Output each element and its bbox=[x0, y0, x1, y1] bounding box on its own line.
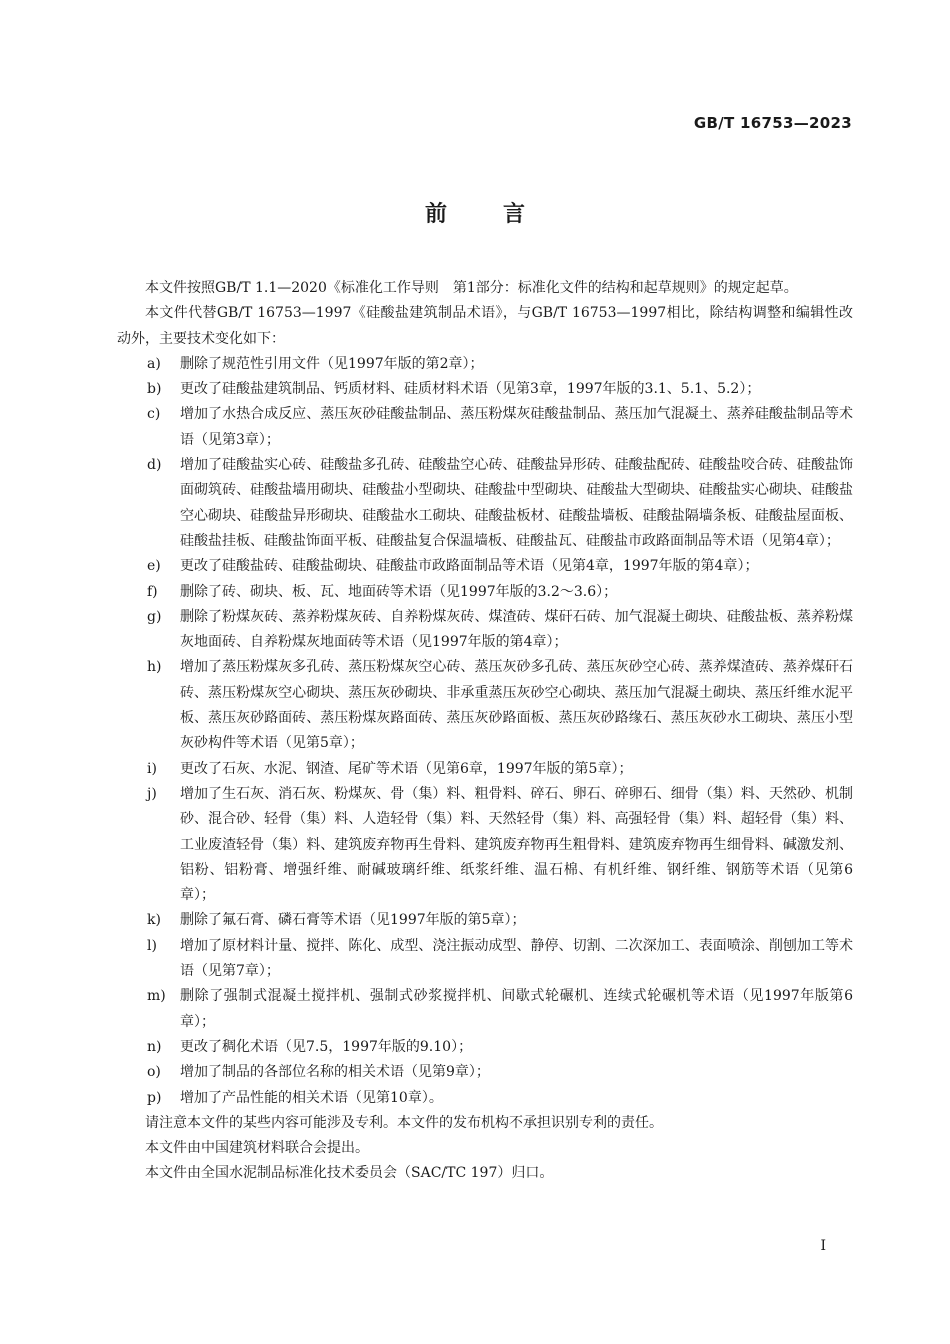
list-item bbox=[117, 1086, 853, 1111]
list-item bbox=[117, 554, 853, 579]
closing-paragraph: 本文件由全国水泥制品标准化技术委员会（SAC/TC 197）归口。 bbox=[145, 1165, 554, 1182]
list-item bbox=[117, 580, 853, 605]
list-item bbox=[117, 1060, 853, 1085]
closing-paragraph: 本文件由中国建筑材料联合会提出。 bbox=[145, 1140, 369, 1157]
list-item bbox=[117, 984, 853, 1035]
list-item-text: 更改了硅酸盐建筑制品、钙质材料、硅质材料术语（见第3章，1997年版的3.1、5.1、5.2）； bbox=[180, 381, 761, 398]
list-item-text: 删除了规范性引用文件（见1997年版的第2章）； bbox=[180, 355, 484, 372]
list-marker: c) bbox=[147, 406, 161, 423]
list-marker: i) bbox=[147, 760, 157, 777]
list-item bbox=[117, 934, 853, 985]
list-item-text: 删除了粉煤灰砖、蒸养粉煤灰砖、自养粉煤灰砖、煤渣砖、煤矸石砖、加气混凝土砌块、硅酸盐板、蒸养粉煤灰地面砖、自养粉煤灰地面砖等术语（见1997年版的第4章）； bbox=[180, 608, 853, 651]
page-title: 前言 bbox=[424, 202, 581, 227]
list-item-text: 删除了强制式混凝土搅拌机、强制式砂浆搅拌机、间歇式轮碾机、连续式轮碾机等术语（见1997年版第6章）； bbox=[180, 988, 853, 1030]
closing-paragraph: 请注意本文件的某些内容可能涉及专利。本文件的发布机构不承担识别专利的责任。 bbox=[145, 1114, 663, 1131]
list-item bbox=[117, 402, 853, 453]
list-item bbox=[117, 757, 853, 782]
list-marker: f) bbox=[147, 583, 158, 600]
list-item-text: 增加了生石灰、消石灰、粉煤灰、骨（集）料、粗骨料、碎石、卵石、碎卵石、细骨（集）料、天然砂、机制砂、混合砂、轻骨（集）料、人造轻骨（集）料、天然轻骨（集）料、高强轻骨（集）料、超轻骨（集）料、工业废渣轻骨（集）料、建筑废弃物再生骨料、建筑废弃物再生粗骨料、建筑废弃物再生细骨料、碱激发剂、铝粉、铝粉膏、增强纤维、耐碱玻璃纤维、纸浆纤维、温石棉、有机纤维、钢纤维、钢筋等术语（见第6章）； bbox=[180, 785, 853, 904]
list-item-text: 增加了硅酸盐实心砖、硅酸盐多孔砖、硅酸盐空心砖、硅酸盐异形砖、硅酸盐配砖、硅酸盐咬合砖、硅酸盐饰面砌筑砖、硅酸盐墙用砌块、硅酸盐小型砌块、硅酸盐中型砌块、硅酸盐大型砌块、硅酸盐实心砌块、硅酸盐空心砌块、硅酸盐异形砌块、硅酸盐水工砌块、硅酸盐板材、硅酸盐墙板、硅酸盐隔墙条板、硅酸盐屋面板、硅酸盐挂板、硅酸盐饰面平板、硅酸盐复合保温墙板、硅酸盐瓦、硅酸盐市政路面制品等术语（见第4章）； bbox=[180, 457, 853, 549]
list-marker: g) bbox=[147, 608, 162, 625]
list-item bbox=[117, 1035, 853, 1060]
page-number: I bbox=[820, 1238, 826, 1254]
list-item-text: 更改了石灰、水泥、钢渣、尾矿等术语（见第6章，1997年版的第5章）； bbox=[180, 760, 633, 777]
list-item-text: 增加了水热合成反应、蒸压灰砂硅酸盐制品、蒸压粉煤灰硅酸盐制品、蒸压加气混凝土、蒸养硅酸盐制品等术语（见第3章）； bbox=[180, 406, 853, 448]
list-marker: p) bbox=[147, 1089, 162, 1106]
list-item bbox=[117, 655, 853, 756]
list-marker: h) bbox=[147, 659, 162, 676]
list-marker: b) bbox=[147, 381, 162, 398]
list-item bbox=[117, 453, 853, 554]
list-marker: e) bbox=[147, 558, 161, 575]
list-item-text: 增加了制品的各部位名称的相关术语（见第9章）； bbox=[180, 1064, 490, 1081]
list-marker: o) bbox=[147, 1064, 161, 1081]
list-item-text: 删除了砖、砌块、板、瓦、地面砖等术语（见1997年版的3.2～3.6）； bbox=[180, 583, 618, 600]
list-marker: l) bbox=[147, 937, 157, 954]
list-item-text: 更改了稠化术语（见7.5，1997年版的9.10）； bbox=[180, 1038, 473, 1055]
list-item-text: 增加了产品性能的相关术语（见第10章）。 bbox=[180, 1089, 443, 1106]
foreword-body bbox=[117, 276, 853, 1187]
list-marker: k) bbox=[147, 912, 161, 929]
list-marker: m) bbox=[147, 988, 166, 1005]
list-marker: j) bbox=[147, 785, 157, 802]
list-marker: d) bbox=[147, 457, 162, 474]
list-item bbox=[117, 377, 853, 402]
changes-list bbox=[117, 352, 853, 1111]
list-item bbox=[117, 908, 853, 933]
list-marker: a) bbox=[147, 355, 161, 372]
list-item bbox=[117, 605, 853, 656]
standard-number: GB/T 16753—2023 bbox=[693, 114, 852, 132]
list-item bbox=[117, 352, 853, 377]
list-item-text: 增加了原材料计量、搅拌、陈化、成型、浇注振动成型、静停、切割、二次深加工、表面喷涂、削刨加工等术语（见第7章）； bbox=[180, 937, 853, 980]
list-item-text: 删除了氟石膏、磷石膏等术语（见1997年版的第5章）； bbox=[180, 912, 526, 929]
list-item bbox=[117, 782, 853, 908]
list-item-text: 更改了硅酸盐砖、硅酸盐砌块、硅酸盐市政路面制品等术语（见第4章，1997年版的第4章）； bbox=[180, 558, 759, 575]
list-item-text: 增加了蒸压粉煤灰多孔砖、蒸压粉煤灰空心砖、蒸压灰砂多孔砖、蒸压灰砂空心砖、蒸养煤渣砖、蒸养煤矸石砖、蒸压粉煤灰空心砌块、蒸压灰砂砌块、非承重蒸压灰砂空心砌块、蒸压加气混凝土砌块、蒸压纤维水泥平板、蒸压灰砂路面砖、蒸压粉煤灰路面砖、蒸压灰砂路面板、蒸压灰砂路缘石、蒸压灰砂水工砌块、蒸压小型灰砂构件等术语（见第5章）； bbox=[180, 659, 853, 752]
list-marker: n) bbox=[147, 1038, 162, 1055]
intro-paragraph: 本文件代替GB/T 16753—1997《硅酸盐建筑制品术语》，与GB/T 16753—1997相比，除结构调整和编辑性改动外，主要技术变化如下： bbox=[117, 305, 853, 347]
intro-paragraph: 本文件按照GB/T 1.1—2020《标准化工作导则 第1部分：标准化文件的结构和起草规则》的规定起草。 bbox=[145, 280, 798, 296]
